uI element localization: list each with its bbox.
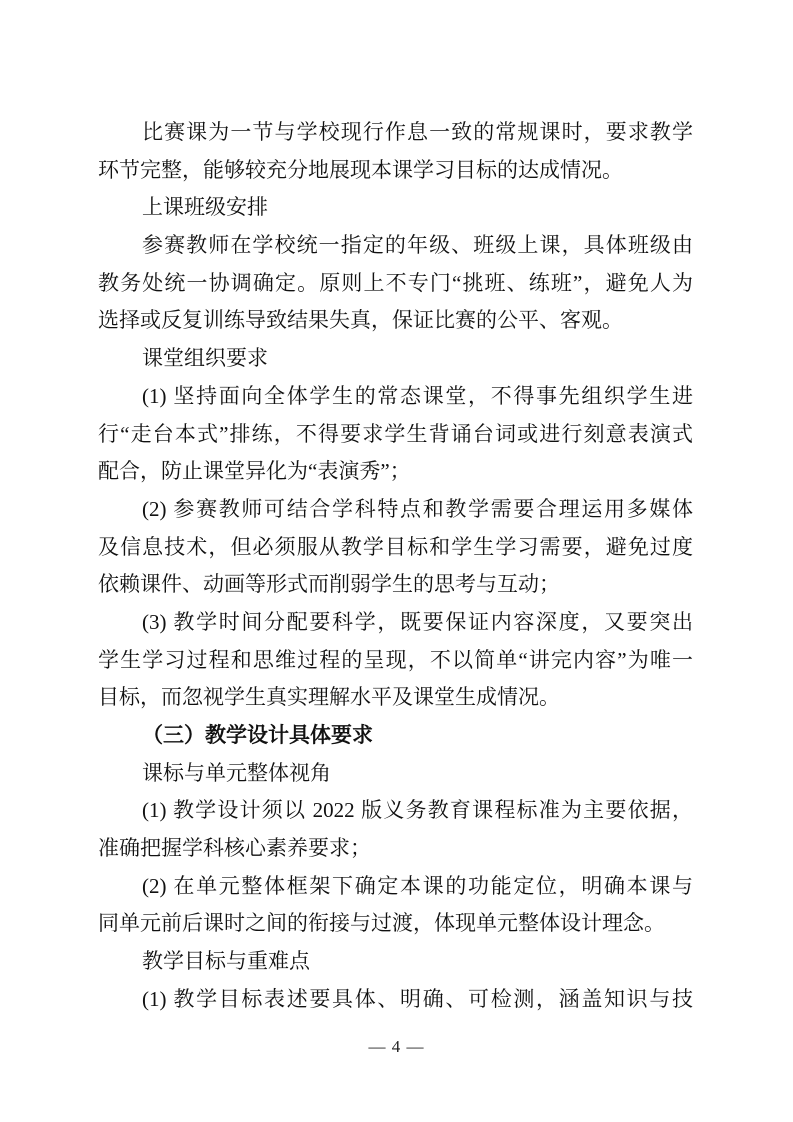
text-line: 选择或反复训练导致结果失真，保证比赛的公平、客观。	[98, 308, 623, 333]
item-3-time-allocation	[98, 604, 693, 717]
text-line: 上课班级安排	[142, 195, 268, 220]
subheading-objectives-key-points	[98, 943, 693, 981]
item-1-objective-statement	[98, 981, 693, 1019]
text-line: (2) 参赛教师可结合学科特点和教学需要合理运用多媒体	[142, 496, 693, 521]
paragraph-class-assignment	[98, 227, 693, 340]
text-line: 比赛课为一节与学校现行作息一致的常规课时，要求教学	[142, 120, 693, 144]
text-line: 依赖课件、动画等形式而削弱学生的思考与互动；	[98, 572, 560, 597]
text-line: 课堂组织要求	[142, 346, 268, 371]
subheading-classroom-organization	[98, 340, 693, 378]
text-line: (3) 教学时间分配要科学，既要保证内容深度，又要突出	[142, 609, 693, 634]
text-line: 教学目标与重难点	[142, 949, 310, 974]
text-line: 准确把握学科核心素养要求；	[98, 836, 371, 861]
item-1-curriculum-standard	[98, 792, 693, 867]
text-line: (1) 坚持面向全体学生的常态课堂，不得事先组织学生进	[142, 383, 693, 408]
paragraph-lesson-duration	[98, 114, 693, 189]
text-line: 及信息技术，但必须服从教学目标和学生学习需要，避免过度	[98, 534, 693, 559]
section-heading-teaching-design	[98, 717, 693, 755]
item-1-normal-classroom	[98, 378, 693, 491]
text-line: 教务处统一协调确定。原则上不专门“挑班、练班”，避免人为	[98, 270, 693, 295]
subheading-class-arrangement	[98, 189, 693, 227]
text-line: 行“走台本式”排练，不得要求学生背诵台词或进行刻意表演式	[98, 421, 693, 446]
text-line: (1) 教学设计须以 2022 版义务教育课程标准为主要依据，	[142, 798, 694, 823]
item-2-unit-framework	[98, 868, 693, 943]
item-2-multimedia-use	[98, 491, 693, 604]
text-line: 参赛教师在学校统一指定的年级、班级上课，具体班级由	[142, 233, 693, 258]
subheading-curriculum-unit-view	[98, 755, 693, 793]
text-line: 同单元前后课时之间的衔接与过渡，体现单元整体设计理念。	[98, 911, 665, 936]
text-line: 配合，防止课堂异化为“表演秀”；	[98, 459, 411, 484]
page-body-text	[98, 114, 693, 1019]
section-heading-text: （三）教学设计具体要求	[142, 724, 373, 747]
text-line: (1) 教学目标表述要具体、明确、可检测，涵盖知识与技	[142, 986, 693, 1011]
text-line: (2) 在单元整体框架下确定本课的功能定位，明确本课与	[142, 873, 693, 898]
page-number: — 4 —	[368, 1037, 425, 1056]
text-line: 学生学习过程和思维过程的呈现，不以简单“讲完内容”为唯一	[98, 647, 693, 672]
text-line: 环节完整，能够较充分地展现本课学习目标的达成情况。	[98, 157, 623, 182]
text-line: 目标，而忽视学生真实理解水平及课堂生成情况。	[98, 685, 560, 710]
text-line: 课标与单元整体视角	[142, 760, 331, 785]
